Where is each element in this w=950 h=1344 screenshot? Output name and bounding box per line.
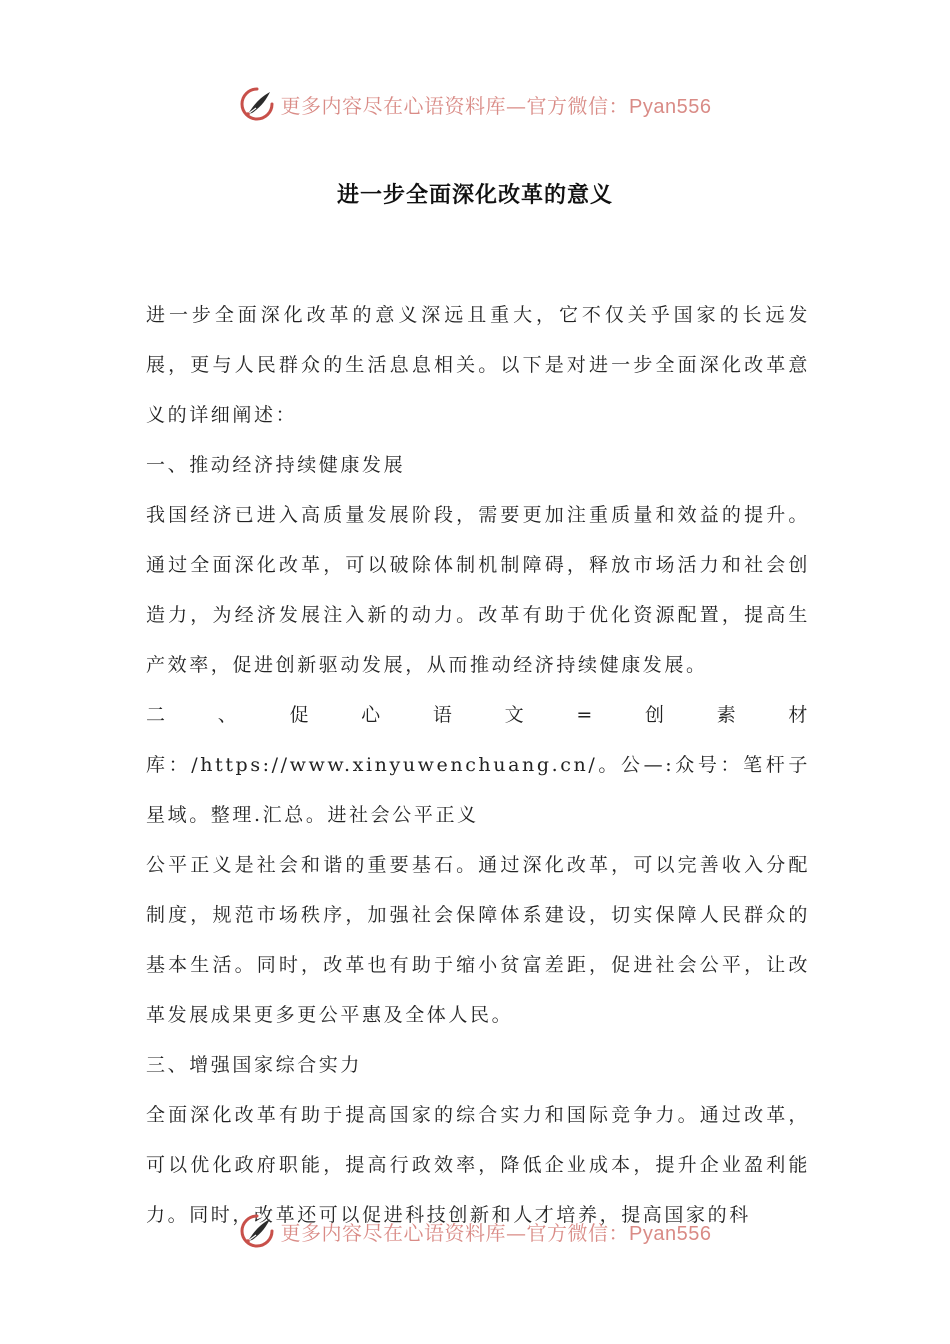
- section-heading-1: 一、推动经济持续健康发展: [146, 454, 406, 476]
- watermark-text: [281, 90, 712, 119]
- document-body: [146, 290, 810, 1240]
- section-heading-3: 三、增强国家综合实力: [146, 1054, 363, 1076]
- wechat-id: Pyan556: [629, 95, 712, 118]
- watermark-text: [281, 1217, 712, 1246]
- wechat-id: Pyan556: [629, 1222, 712, 1245]
- watermark-label: 更多内容尽在心语资料库—官方微信：: [280, 93, 630, 118]
- intro-paragraph: 进一步全面深化改革的意义深远且重大，它不仅关乎国家的长远发展，更与人民群众的生活息息相关。以下是对进一步全面深化改革意义的详细阐述：: [146, 304, 810, 426]
- header-watermark-banner: [0, 82, 950, 126]
- feather-pen-circle-icon: [239, 1213, 275, 1249]
- section-heading-2: 二、促心语文=创素材库：/https://www.xinyuwenchuang.cn/。公—:众号：笔杆子星域。整理.汇总。进社会公平正义: [146, 704, 810, 826]
- footer-watermark-banner: [0, 1209, 950, 1253]
- body-paragraph: 我国经济已进入高质量发展阶段，需要更加注重质量和效益的提升。通过全面深化改革，可以破除体制机制障碍，释放市场活力和社会创造力，为经济发展注入新的动力。改革有助于优化资源配置，提高生产效率，促进创新驱动发展，从而推动经济持续健康发展。: [146, 504, 810, 676]
- feather-pen-circle-icon: [239, 86, 275, 122]
- body-paragraph: 全面深化改革有助于提高国家的综合实力和国际竞争力。通过改革，可以优化政府职能，提高行政效率，降低企业成本，提升企业盈利能力。同时，改革还可以促进科技创新和人才培养，提高国家的科: [146, 1104, 810, 1226]
- document-title: 进一步全面深化改革的意义: [336, 183, 613, 208]
- body-paragraph: 公平正义是社会和谐的重要基石。通过深化改革，可以完善收入分配制度，规范市场秩序，加强社会保障体系建设，切实保障人民群众的基本生活。同时，改革也有助于缩小贫富差距，促进社会公平，让改革发展成果更多更公平惠及全体人民。: [146, 854, 810, 1026]
- watermark-label: 更多内容尽在心语资料库—官方微信：: [280, 1220, 630, 1245]
